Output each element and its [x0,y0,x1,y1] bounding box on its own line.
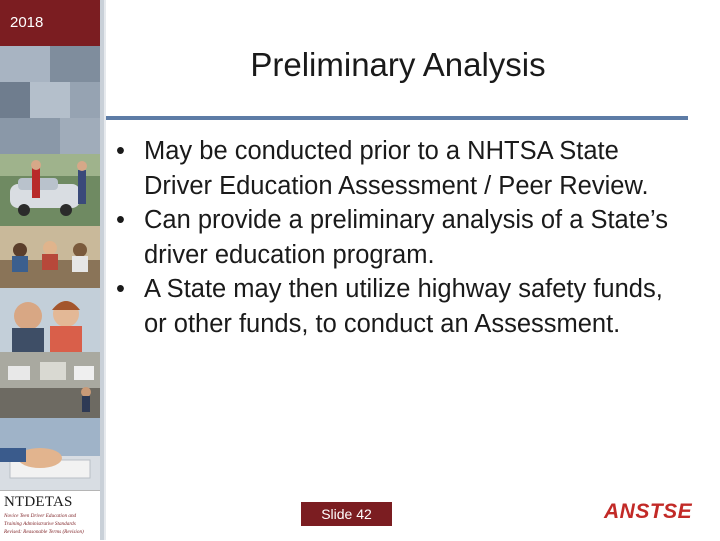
slide-title: Preliminary Analysis [250,46,546,83]
sidebar-photo-car [0,154,100,226]
sidebar-photo-students [0,288,100,352]
ntdetas-logo-line2: Training Administrative Standards [4,521,76,527]
ntdetas-logo-line3: Revised: Reasonable Terms (Revision) [4,529,84,535]
bullet-item [114,203,684,272]
bullet-list [114,134,684,341]
sidebar-divider-shadow [104,0,106,540]
sidebar-photo-office [0,352,100,418]
ntdetas-logo-line1: Novice Teen Driver Education and [4,513,77,519]
title-underline [106,116,688,120]
anstse-logo: ANSTSE [604,500,693,523]
bullet-item [114,134,684,203]
ntdetas-logo-text: NTDETAS [4,494,73,510]
sidebar-photo-keyboard [0,418,100,490]
year-label: 2018 [10,14,44,31]
year-badge [0,0,100,46]
bullet-text: Can provide a preliminary analysis of a State’s driver education program. [144,206,668,269]
bullet-text: May be conducted prior to a NHTSA State Driver Education Assessment / Peer Review. [144,137,649,200]
bullet-dot: • [116,137,125,165]
bullet-dot: • [116,206,125,234]
mosaic-tile [0,118,60,154]
bullet-dot: • [116,275,125,303]
bullet-item [114,272,684,341]
mosaic-tile [60,118,100,154]
mosaic-tile [0,82,30,118]
sidebar-photo-classroom [0,226,100,288]
mosaic-tile [50,46,100,82]
left-sidebar [0,0,100,540]
mosaic-tile [30,82,70,118]
mosaic-tile [0,46,50,82]
bullet-text: A State may then utilize highway safety funds, or other funds, to conduct an Assessment. [144,275,663,338]
sidebar-mosaic [0,46,100,154]
ntdetas-logo [0,490,100,541]
mosaic-tile [70,82,100,118]
slide-number-badge: Slide 42 [301,502,392,526]
